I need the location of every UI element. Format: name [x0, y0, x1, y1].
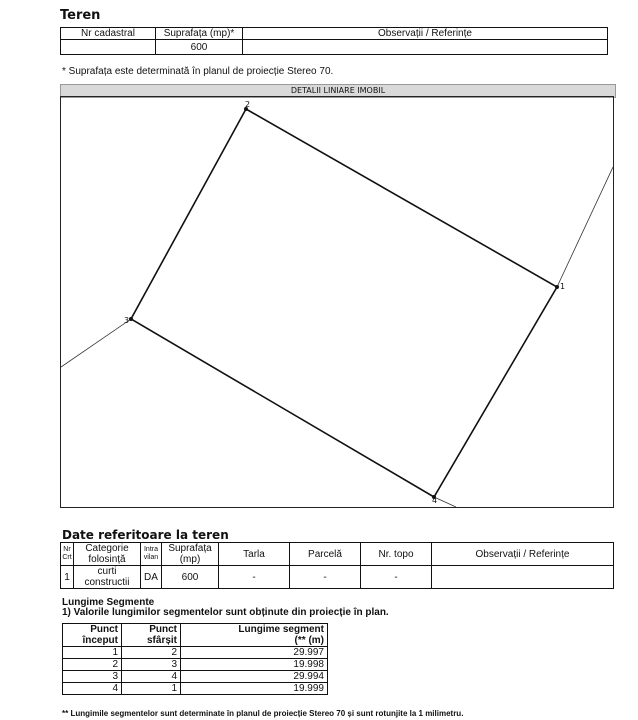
seg-length-4: 19.999 [181, 683, 328, 695]
segmente-footnote: ** Lungimile segmentelor sunt determinate în planul de proiecție Stereo 70 și sunt rotunjite la 1 milimetru. [62, 709, 464, 718]
cell-nr-topo: - [361, 566, 432, 589]
col-nr-crt [61, 543, 74, 566]
teren-table [60, 27, 608, 55]
seg-end-4: 1 [122, 683, 181, 695]
seg-col-length-line2: (** (m) [294, 635, 324, 646]
seg-col-length [181, 624, 328, 647]
vertex-marker-1 [555, 285, 559, 289]
neighbor-line-bottom-right [434, 497, 456, 507]
col-categorie-line2: folosință [88, 554, 126, 565]
teren-header-observatii: Observații / Referințe [243, 28, 608, 40]
seg-start-2: 2 [63, 659, 122, 671]
cell-tarla: - [219, 566, 290, 589]
date-teren-title: Date referitoare la teren [62, 528, 229, 542]
col-intravilan-line2: vilan [143, 554, 159, 561]
col-suprafata-line1: Suprafața [168, 543, 212, 554]
cell-categorie-line2: constructii [84, 577, 130, 588]
parcel-drawing [60, 96, 614, 508]
seg-col-end-line2: sfârșit [146, 635, 177, 646]
seg-col-end [122, 624, 181, 647]
cell-suprafata: 600 [162, 566, 219, 589]
cell-observatii [432, 566, 614, 589]
col-intravilan [141, 543, 162, 566]
teren-header-suprafata: Suprafața (mp)* [156, 28, 243, 40]
teren-footnote: * Suprafața este determinată în planul de proiecție Stereo 70. [62, 66, 334, 77]
col-tarla: Tarla [219, 543, 290, 566]
seg-end-2: 3 [122, 659, 181, 671]
col-nr-crt-line2: Crt [62, 554, 72, 561]
col-observatii: Observații / Referințe [432, 543, 614, 566]
seg-col-start [63, 624, 122, 647]
cell-categorie [74, 566, 141, 589]
col-intravilan-line1: Intra [143, 546, 158, 553]
parcel-polygon [131, 109, 557, 497]
segmente-table [62, 623, 328, 695]
seg-col-length-line1: Lungime segment [238, 624, 324, 635]
seg-length-3: 29.994 [181, 671, 328, 683]
table-row [63, 659, 328, 671]
teren-cell-observatii [243, 40, 608, 55]
table-row [63, 647, 328, 659]
col-parcela: Parcelă [290, 543, 361, 566]
vertex-label-2: 2 [245, 100, 251, 109]
teren-header-cadastral: Nr cadastral [61, 28, 156, 40]
seg-start-1: 1 [63, 647, 122, 659]
seg-col-start-line1: Punct [90, 624, 118, 635]
col-suprafata-line2: (mp) [179, 554, 201, 565]
seg-start-4: 4 [63, 683, 122, 695]
seg-length-2: 19.998 [181, 659, 328, 671]
vertex-label-4: 4 [432, 496, 438, 505]
col-nr-crt-line1: Nr [63, 546, 71, 553]
vertex-label-1: 1 [560, 282, 566, 291]
col-suprafata [162, 543, 219, 566]
seg-length-1: 29.997 [181, 647, 328, 659]
cell-parcela: - [290, 566, 361, 589]
vertex-marker-3 [129, 317, 133, 321]
seg-end-3: 4 [122, 671, 181, 683]
cell-nr-crt: 1 [61, 566, 74, 589]
table-row [63, 671, 328, 683]
segmente-subtitle: 1) Valorile lungimilor segmentelor sunt obținute din proiecție în plan. [62, 607, 389, 618]
teren-title: Teren [60, 8, 101, 23]
teren-cell-cadastral [61, 40, 156, 55]
neighbor-line-right [557, 167, 613, 287]
seg-col-start-line2: început [82, 635, 118, 646]
seg-start-3: 3 [63, 671, 122, 683]
seg-col-end-line1: Punct [149, 624, 177, 635]
vertex-label-3: 3 [124, 316, 130, 325]
parcel-svg [61, 97, 613, 507]
table-row [63, 683, 328, 695]
neighbor-line-left [61, 319, 131, 367]
col-categorie [74, 543, 141, 566]
cell-intravilan: DA [141, 566, 162, 589]
cell-categorie-line1: curti [97, 566, 117, 577]
date-teren-table [60, 542, 614, 589]
segmente-title: Lungime Segmente [62, 597, 155, 608]
seg-end-1: 2 [122, 647, 181, 659]
col-nr-topo: Nr. topo [361, 543, 432, 566]
drawing-banner: DETALII LINIARE IMOBIL [60, 84, 616, 98]
teren-cell-suprafata: 600 [156, 40, 243, 55]
col-categorie-line1: Categorie [85, 543, 129, 554]
